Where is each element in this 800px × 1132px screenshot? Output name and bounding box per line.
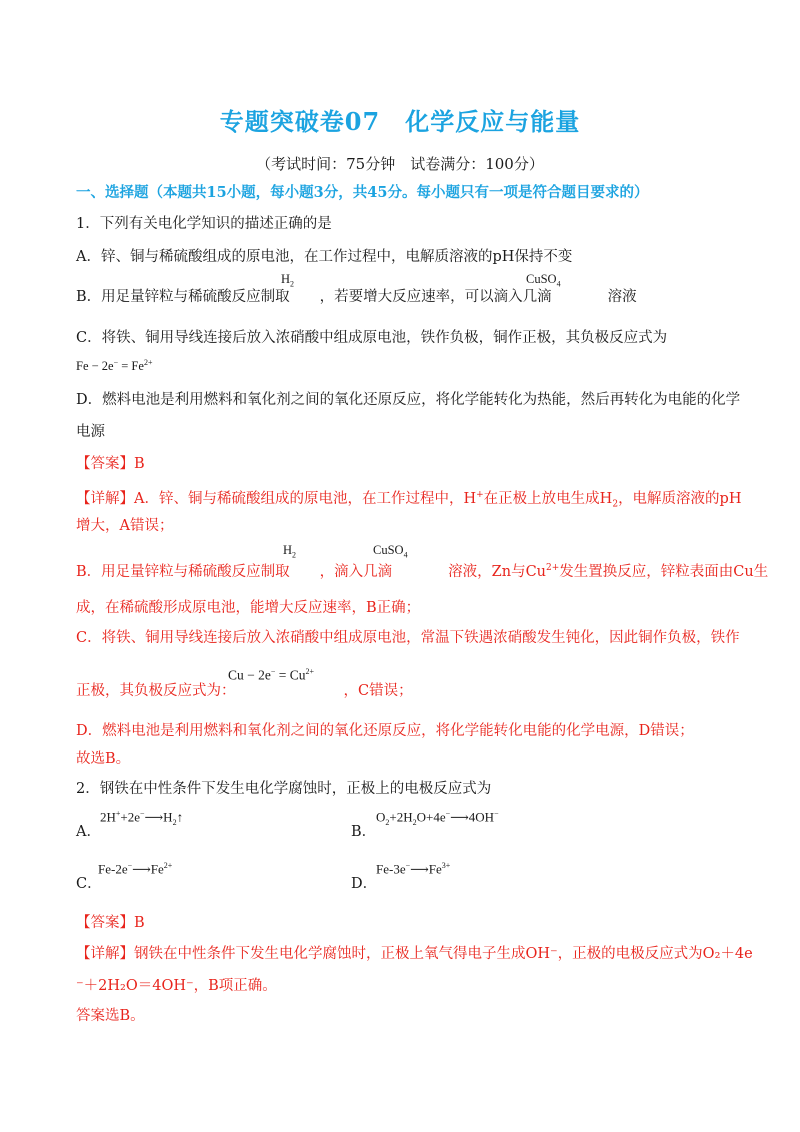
page-title: 专题突破卷07 化学反应与能量 <box>219 107 581 136</box>
q2-option-d-label: D． <box>351 876 378 892</box>
q1-explanation-line1 <box>76 485 742 515</box>
gas-up-arrow-icon: ↑ <box>176 809 184 825</box>
formula-sub: 2 <box>292 550 297 560</box>
explanation-text: 发生置换反应，锌粒表面由Cu生 <box>559 563 769 580</box>
q1-option-c: C．将铁、铜用导线连接后放入浓硝酸中组成原电池，铁作负极，铜作正极，其负极反应式为 <box>76 330 668 346</box>
explanation-text: 溶液，Zn与Cu <box>448 563 547 580</box>
q2-option-b-label: B． <box>351 824 377 840</box>
q2-explanation-end: 答案选B。 <box>76 1008 145 1024</box>
q2-option-d-equation <box>376 861 450 877</box>
q1-explanation-c-line1: C．将铁、铜用导线连接后放入浓硝酸中组成原电池，常温下铁遇浓硝酸发生钝化，因此铜作负极，铁作 <box>76 630 740 646</box>
formula-sup: + <box>115 809 121 818</box>
formula-sup: − <box>127 861 133 870</box>
q1-option-b-text: B．用足量锌粒与稀硫酸反应制取 <box>76 289 290 305</box>
explanation-text: 【详解】A．锌、铜与稀硫酸组成的原电池，在工作过程中，H <box>76 490 477 507</box>
formula-text: Fe-3e <box>376 861 406 877</box>
explanation-text: 在正极上放电生成H <box>483 490 613 507</box>
q1-option-a: A．锌、铜与稀硫酸组成的原电池，在工作过程中，电解质溶液的pH保持不变 <box>76 249 573 265</box>
q1-explanation-c-line2 <box>76 681 413 701</box>
q1-b-formula-h2 <box>281 272 294 289</box>
explanation-text: ，电解质溶液的pH <box>618 490 742 507</box>
explanation-sub: 2 <box>612 499 619 510</box>
formula-sub: 2 <box>172 817 177 827</box>
q2-option-c-equation <box>98 861 172 877</box>
q1-explanation-b <box>76 558 768 582</box>
section-heading: 一、选择题（本题共15小题，每小题3分，共45分。每小题只有一项是符合题目要求的） <box>76 184 649 201</box>
formula-sup: 3+ <box>441 861 451 870</box>
formula-text: Cu − 2e <box>228 667 271 683</box>
q1-option-b-text-end: 溶液 <box>607 289 637 305</box>
formula-text: O+4e <box>416 809 446 825</box>
formula-text: Fe-2e <box>98 861 128 877</box>
q1-exp-formula-cuso4 <box>373 543 408 560</box>
q1-explanation-end: 故选B。 <box>76 751 131 767</box>
formula-text: 4OH <box>468 809 495 825</box>
explanation-text: B．用足量锌粒与稀硫酸反应制取 <box>76 563 290 580</box>
formula-sub: 2 <box>385 817 390 827</box>
q2-explanation-line1: 【详解】钢铁在中性条件下发生电化学腐蚀时，正极上氧气得电子生成OH⁻，正极的电极反应式为O₂＋4e <box>76 946 753 962</box>
q1-exp-formula-h2 <box>283 543 296 560</box>
formula-text: Fe <box>428 861 442 877</box>
formula-text: H <box>281 272 291 286</box>
exam-info: （考试时间：75分钟 试卷满分：100分） <box>256 155 544 173</box>
formula-sup: 2+ <box>305 667 315 676</box>
q2-option-a-label: A． <box>76 824 101 840</box>
formula-text: 2H <box>100 809 116 825</box>
explanation-text: ，C错误； <box>343 683 413 699</box>
formula-sub: 2 <box>290 279 295 289</box>
formula-text: O <box>376 809 386 825</box>
formula-sup: − <box>140 809 145 818</box>
explanation-sup: 2+ <box>546 563 560 573</box>
formula-text: CuSO <box>526 272 557 286</box>
formula-text: = Cu <box>275 667 306 683</box>
q1-explanation-d: D．燃料电池是利用燃料和氧化剂之间的氧化还原反应，将化学能转化电能的化学电源，D错误； <box>76 723 694 739</box>
explanation-text: ，滴入几滴 <box>319 563 393 580</box>
q2-option-b-equation <box>376 809 499 827</box>
q1-option-b <box>76 287 637 307</box>
q1-c-equation <box>76 358 152 374</box>
formula-text: Fe <box>150 861 164 877</box>
formula-sup: − <box>270 667 276 676</box>
formula-sup: − <box>445 809 451 818</box>
q2-option-a-equation <box>100 809 183 827</box>
arrow-icon: ⟶ <box>144 809 164 825</box>
q1-option-b-text-mid: ，若要增大反应速率，可以滴入几滴 <box>319 289 552 305</box>
formula-sup: 2+ <box>163 861 173 870</box>
arrow-icon: ⟶ <box>132 861 151 877</box>
q1-answer: 【答案】B <box>76 456 145 472</box>
formula-sub: 4 <box>556 279 561 289</box>
formula-text: CuSO <box>373 543 404 557</box>
arrow-icon: ⟶ <box>410 861 429 877</box>
q1-b-formula-cuso4 <box>526 272 561 289</box>
q2-option-c-label: C． <box>76 876 102 892</box>
formula-sub: 2 <box>412 817 417 827</box>
q2-explanation-line2: ⁻＋2H₂O＝4OH⁻，B项正确。 <box>76 978 277 994</box>
formula-sup: − <box>405 861 411 870</box>
formula-sup: 2+ <box>143 358 153 367</box>
question-2-stem: 2．钢铁在中性条件下发生电化学腐蚀时，正极上的电极反应式为 <box>76 781 492 797</box>
formula-sup: − <box>113 358 119 367</box>
formula-sub: 4 <box>403 550 408 560</box>
q1-explanation-line2: 增大，A错误； <box>76 518 174 534</box>
formula-text: +2e <box>120 809 141 825</box>
q1-option-d-line1: D．燃料电池是利用燃料和氧化剂之间的氧化还原反应，将化学能转化为热能，然后再转化为电能的化学 <box>76 392 741 408</box>
explanation-sup: + <box>476 490 484 500</box>
formula-text: = Fe <box>118 359 144 374</box>
formula-text: H <box>283 543 293 557</box>
formula-sup: − <box>494 809 499 818</box>
formula-text: H <box>163 809 173 825</box>
q2-answer: 【答案】B <box>76 915 145 931</box>
formula-text: +2H <box>389 809 413 825</box>
q1-option-d-line2: 电源 <box>76 424 105 440</box>
q1-exp-c-equation <box>228 667 314 684</box>
q1-explanation-b-line2: 成，在稀硫酸形成原电池，能增大反应速率，B正确； <box>76 600 421 616</box>
arrow-icon: ⟶ <box>450 809 469 825</box>
formula-text: Fe − 2e <box>76 359 114 374</box>
explanation-text: 正极，其负极反应式为： <box>76 683 236 699</box>
question-1-stem: 1．下列有关电化学知识的描述正确的是 <box>76 216 332 232</box>
